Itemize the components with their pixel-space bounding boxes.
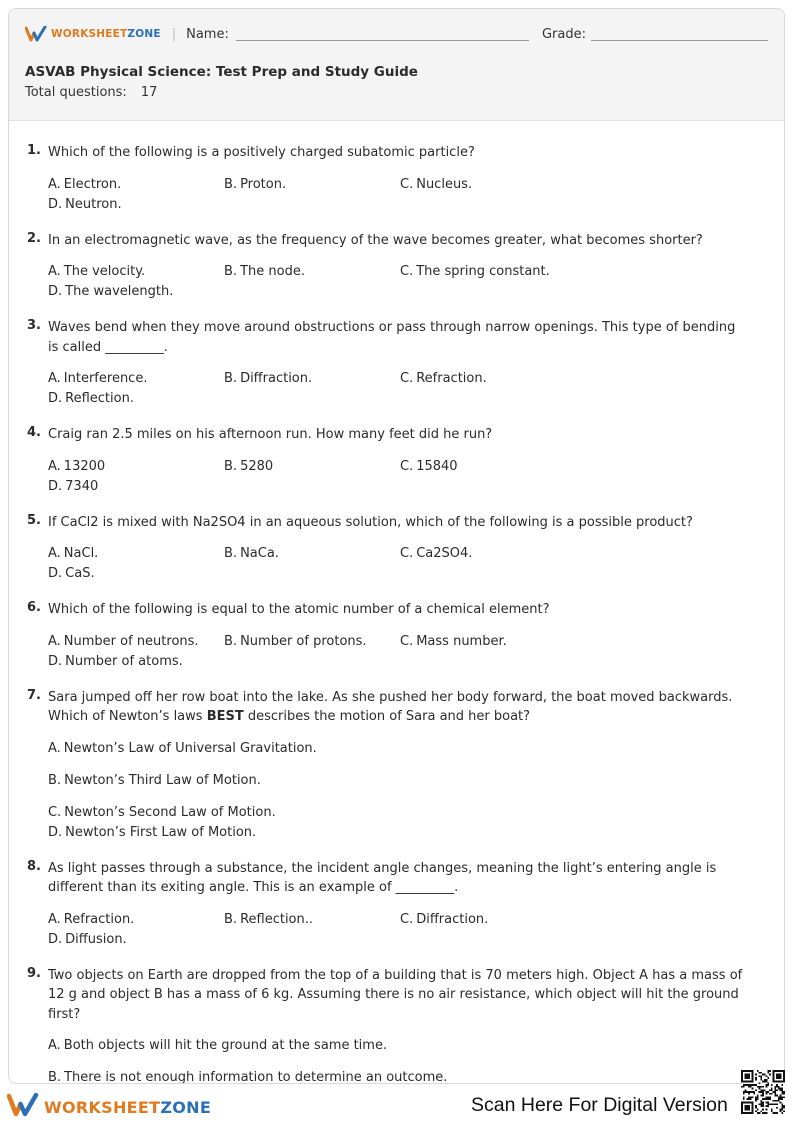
answer-option[interactable] [224, 457, 400, 477]
option-text: Reflection. [65, 391, 134, 406]
option-letter: A. [48, 176, 61, 192]
question-text-part: describes the motion of Sara and her boat? [243, 709, 531, 724]
answer-options [48, 457, 748, 497]
question-item [9, 425, 784, 497]
answer-option[interactable] [48, 477, 224, 497]
worksheet-title: ASVAB Physical Science: Test Prep and Study Guide [25, 64, 418, 80]
worksheet-sheet [8, 8, 785, 1084]
footer-logo-word-worksheet: WORKSHEET [44, 1097, 161, 1117]
option-letter: C. [400, 911, 414, 927]
option-text: Refraction. [416, 371, 487, 386]
question-text: Craig ran 2.5 miles on his afternoon run. How many feet did he run? [48, 427, 493, 442]
option-letter: C. [400, 633, 414, 649]
option-letter: A. [48, 458, 61, 474]
answer-option[interactable] [400, 632, 576, 652]
header-top-row [25, 23, 768, 45]
option-letter: C. [400, 264, 414, 279]
question-text: Two objects on Earth are dropped from the top of a building that is 70 meters high. Object A has a mass of 12 g and object B has a mass of 6 kg. Assuming there is no air resistance, which object will hit the ground first? [48, 967, 743, 1022]
total-questions [25, 85, 768, 100]
answer-option[interactable] [224, 369, 400, 389]
option-letter: B. [224, 911, 238, 927]
option-letter: B. [224, 371, 238, 386]
answer-option[interactable] [224, 262, 400, 282]
option-letter: B. [224, 176, 238, 192]
answer-option[interactable] [48, 823, 400, 843]
option-letter: B. [48, 772, 62, 788]
option-letter: B. [48, 1069, 62, 1084]
question-number: 7. [27, 687, 41, 703]
question-number: 2. [27, 230, 41, 246]
answer-options [48, 369, 748, 409]
answer-option[interactable] [48, 652, 224, 672]
page-footer [0, 1088, 793, 1122]
question-number: 9. [27, 965, 41, 981]
question-item [9, 859, 784, 950]
answer-options [48, 544, 748, 584]
question-number: 1. [27, 143, 41, 158]
option-text: Nucleus. [416, 176, 473, 192]
answer-options [48, 262, 748, 302]
question-number: 5. [27, 512, 41, 528]
option-text: There is not enough information to determine an outcome. [64, 1069, 448, 1084]
option-text: CaS. [65, 566, 95, 581]
option-letter: D. [48, 284, 63, 299]
question-item [9, 318, 784, 409]
option-text: Proton. [240, 176, 287, 192]
answer-option[interactable] [400, 175, 576, 195]
option-letter: A. [48, 371, 61, 386]
option-letter: C. [400, 546, 414, 561]
grade-field[interactable] [591, 27, 768, 41]
question-item [9, 688, 784, 843]
answer-option[interactable] [48, 175, 224, 195]
option-text: NaCa. [240, 546, 279, 561]
option-text: Number of neutrons. [63, 633, 199, 649]
option-text: Mass number. [416, 633, 507, 649]
answer-option[interactable] [400, 457, 576, 477]
option-letter: C. [48, 804, 62, 820]
answer-option[interactable] [400, 369, 576, 389]
question-text: If CaCl2 is mixed with Na2SO4 in an aqueous solution, which of the following is a possible product? [48, 514, 693, 530]
worksheet-header [9, 9, 784, 121]
answer-options [48, 910, 748, 950]
answer-option[interactable] [400, 262, 576, 282]
option-text: Neutron. [65, 196, 122, 212]
option-letter: D. [48, 566, 63, 581]
answer-option[interactable] [224, 175, 400, 195]
answer-option[interactable] [48, 369, 224, 389]
answer-option[interactable] [48, 632, 224, 652]
question-item [9, 600, 784, 672]
option-letter: A. [48, 264, 61, 279]
question-text: In an electromagnetic wave, as the frequency of the wave becomes greater, what becomes shorter? [48, 232, 703, 248]
option-letter: D. [48, 478, 63, 494]
option-text: The wavelength. [65, 284, 174, 299]
answer-option[interactable] [224, 544, 400, 564]
option-letter: D. [48, 196, 63, 212]
question-text-part: Sara jumped off her row boat into the lake. As she pushed her body forward, the boat moved backwards. Which of Newton’s laws [48, 689, 733, 724]
option-text: Diffraction. [240, 371, 313, 386]
question-item [9, 231, 784, 303]
question-text: Which of the following is a positively charged subatomic particle? [48, 145, 475, 160]
option-letter: B. [224, 633, 238, 649]
option-text: Number of atoms. [65, 653, 183, 669]
answer-option[interactable] [48, 195, 224, 215]
answer-option[interactable] [48, 771, 400, 791]
option-letter: B. [224, 458, 238, 474]
footer-brand-logo [7, 1093, 211, 1121]
option-text: Diffraction. [416, 911, 489, 927]
option-letter: A. [48, 740, 61, 756]
answer-option[interactable] [48, 457, 224, 477]
question-number: 3. [27, 318, 41, 333]
option-letter: D. [48, 653, 63, 669]
option-text: Ca2SO4. [416, 546, 473, 561]
question-text [48, 688, 748, 727]
option-text: Interference. [63, 371, 148, 386]
scan-digital-version-text: Scan Here For Digital Version [471, 1094, 728, 1116]
option-text: The node. [240, 264, 305, 279]
answer-option[interactable] [48, 930, 224, 950]
option-text: NaCl. [63, 546, 99, 561]
option-text: Newton’s Second Law of Motion. [64, 804, 276, 820]
answer-options [48, 739, 748, 843]
option-letter: C. [400, 458, 414, 474]
option-letter: C. [400, 371, 414, 386]
question-item [9, 143, 784, 215]
answer-option[interactable] [48, 1036, 748, 1056]
logo-word-zone: ZONE [127, 28, 161, 40]
logo-word-worksheet: WORKSHEET [51, 28, 128, 40]
option-text: 5280 [240, 458, 274, 474]
answer-option[interactable] [48, 803, 400, 823]
option-letter: A. [48, 546, 61, 561]
answer-option[interactable] [48, 564, 224, 584]
footer-logo-text [44, 1098, 211, 1117]
total-questions-label: Total questions: [25, 85, 127, 100]
option-text: Electron. [63, 176, 122, 192]
option-text: Both objects will hit the ground at the same time. [63, 1038, 388, 1053]
header-divider: | [171, 26, 177, 42]
option-letter: D. [48, 391, 63, 406]
option-text: Reflection.. [240, 911, 314, 927]
question-text: Waves bend when they move around obstructions or pass through narrow openings. This type of bending is called _________. [48, 320, 736, 355]
option-text: Diffusion. [65, 931, 127, 947]
option-letter: B. [224, 546, 238, 561]
grade-label: Grade: [541, 26, 586, 42]
answer-option[interactable] [224, 910, 400, 930]
question-item [9, 513, 784, 585]
question-number: 8. [27, 858, 41, 874]
answer-options [48, 632, 748, 672]
footer-logo-w-icon [7, 1093, 39, 1121]
question-item [9, 966, 784, 1085]
option-text: 15840 [416, 458, 458, 474]
question-list [9, 121, 784, 1084]
option-letter: D. [48, 931, 63, 947]
brand-logo [25, 26, 161, 42]
option-text: 13200 [63, 458, 106, 474]
option-letter: A. [48, 633, 61, 649]
footer-logo-word-zone: ZONE [160, 1097, 212, 1117]
question-number: 4. [27, 425, 41, 440]
option-letter: A. [48, 1038, 61, 1053]
brand-logo-text [51, 28, 161, 40]
question-text: Which of the following is equal to the atomic number of a chemical element? [48, 602, 550, 617]
option-text: The spring constant. [416, 264, 550, 279]
answer-option[interactable] [48, 282, 224, 302]
name-label: Name: [186, 26, 229, 42]
option-text: Newton’s Third Law of Motion. [64, 772, 261, 788]
answer-options [48, 175, 748, 215]
question-text-emphasis: BEST [206, 709, 244, 724]
option-text: Number of protons. [240, 633, 367, 649]
answer-option[interactable] [400, 910, 576, 930]
question-number: 6. [27, 600, 41, 615]
option-letter: C. [400, 176, 414, 192]
answer-options [48, 1036, 748, 1084]
option-text: The velocity. [63, 264, 146, 279]
option-text: Newton’s Law of Universal Gravitation. [63, 740, 317, 756]
option-text: Refraction. [63, 911, 135, 927]
option-letter: D. [48, 824, 63, 840]
name-field[interactable] [236, 27, 529, 41]
option-text: Newton’s First Law of Motion. [65, 824, 257, 840]
question-text: As light passes through a substance, the incident angle changes, meaning the light’s entering angle is different than its exiting angle. This is an example of _________. [48, 860, 717, 895]
answer-option[interactable] [224, 632, 400, 652]
total-questions-value: 17 [140, 85, 158, 100]
option-letter: B. [224, 264, 238, 279]
answer-option[interactable] [400, 544, 576, 564]
option-letter: A. [48, 911, 61, 927]
qr-code-icon[interactable] [741, 1070, 785, 1114]
answer-option[interactable] [48, 262, 224, 282]
answer-option[interactable] [48, 910, 224, 930]
logo-w-icon [25, 26, 47, 42]
answer-option[interactable] [48, 389, 224, 409]
answer-option[interactable] [48, 544, 224, 564]
option-text: 7340 [65, 478, 99, 494]
answer-option[interactable] [48, 739, 400, 759]
answer-option[interactable] [48, 1068, 748, 1085]
